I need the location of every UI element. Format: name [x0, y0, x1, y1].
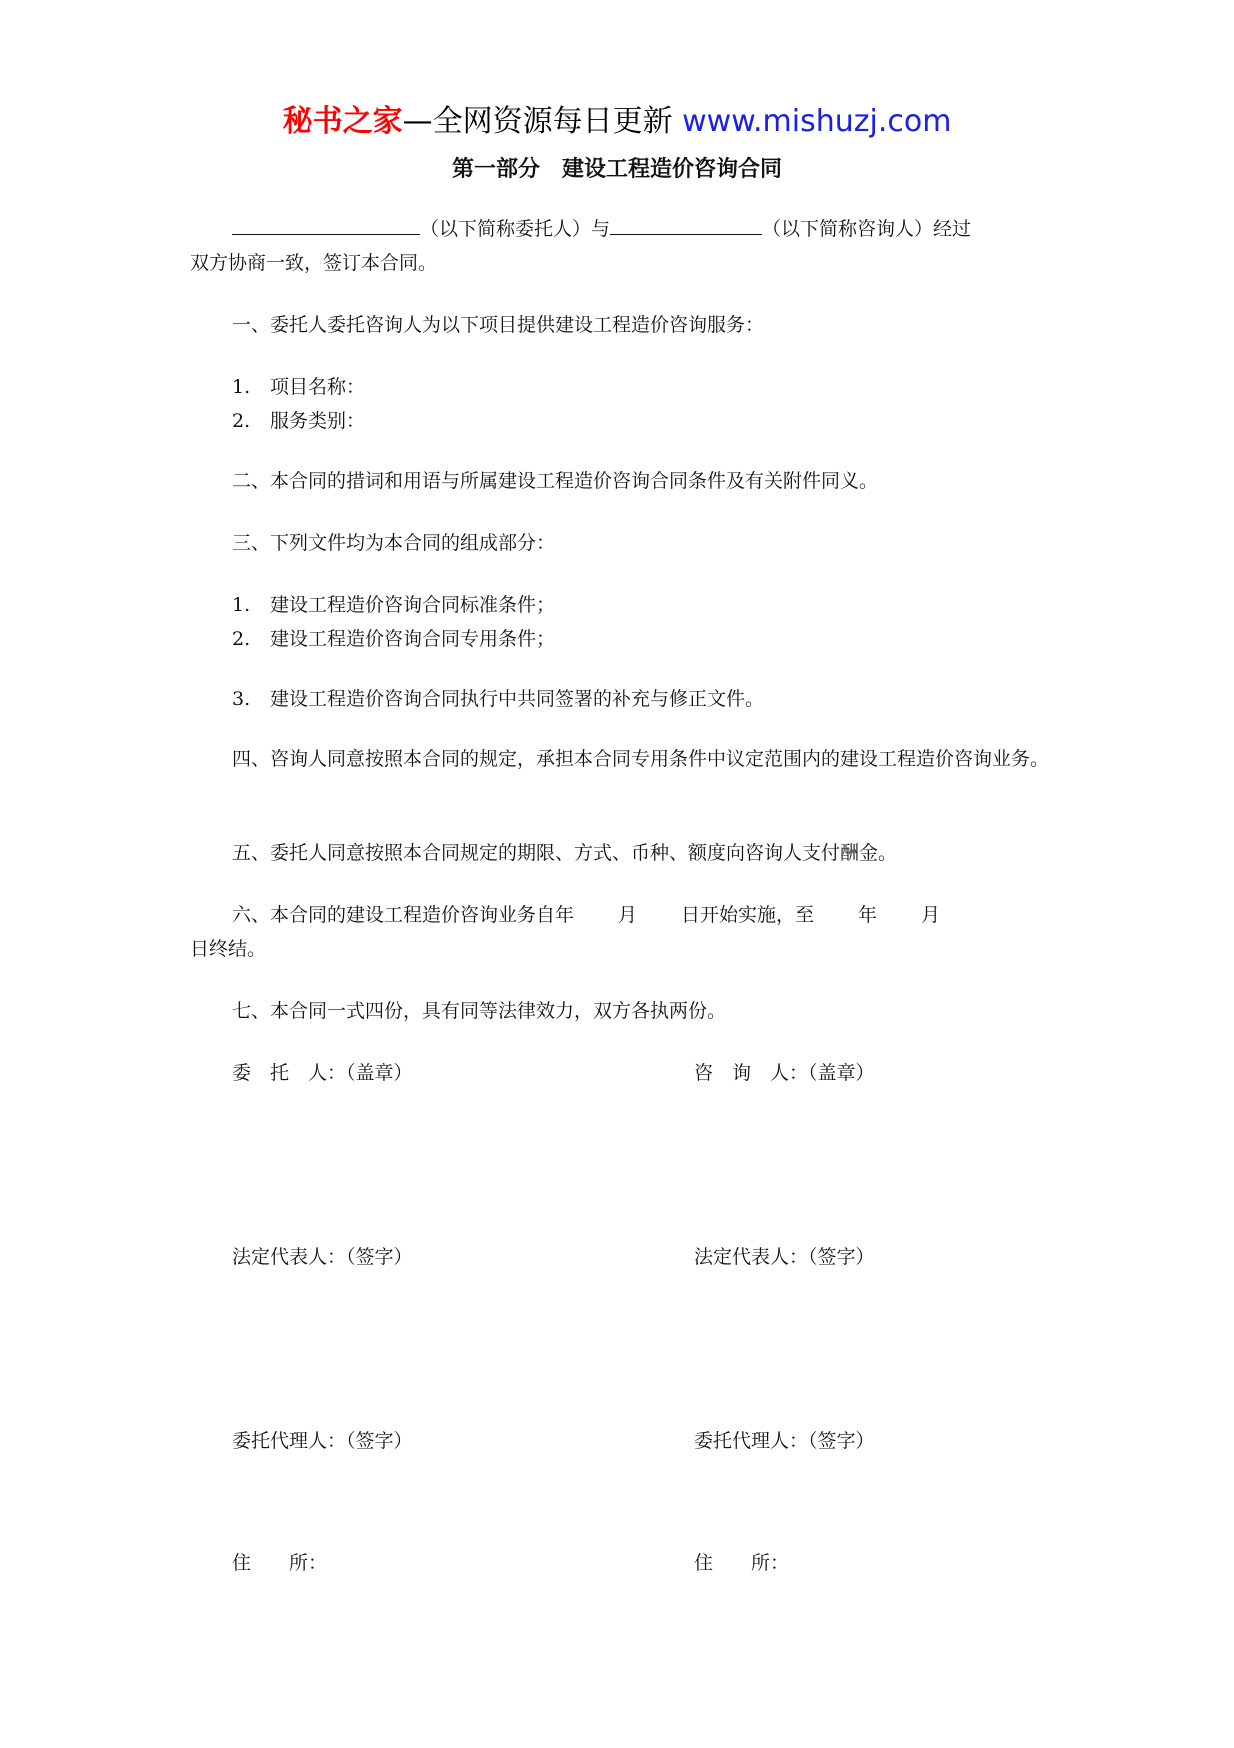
clause-7: 七、本合同一式四份，具有同等法律效力，双方各执两份。: [232, 1000, 727, 1022]
client-legal-rep-label: 法定代表人：（签字）: [232, 1246, 413, 1268]
client-address-label: 住 所：: [232, 1552, 328, 1574]
intro-text-2: （以下简称咨询人）经过: [762, 218, 972, 240]
title-name: 建设工程造价咨询合同: [562, 157, 783, 182]
title-part: 第一部分: [451, 157, 540, 182]
consultant-legal-rep-label: 法定代表人：（签字）: [694, 1246, 875, 1268]
clause-6-line-2: 日终结。: [190, 938, 267, 960]
consultant-address-label: 住 所：: [694, 1552, 790, 1574]
list-item: 3. 建设工程造价咨询合同执行中共同签署的补充与修正文件。: [232, 688, 765, 710]
list-item: 1. 建设工程造价咨询合同标准条件；: [232, 594, 556, 616]
intro-line-1: [190, 210, 1050, 246]
clause-5: 五、委托人同意按照本合同规定的期限、方式、币种、额度向咨询人支付酬金。: [232, 842, 898, 864]
brand-url-link[interactable]: www.mishuzj.com: [682, 104, 952, 139]
list-item: 2. 建设工程造价咨询合同专用条件；: [232, 628, 556, 650]
intro-line-2: 双方协商一致，签订本合同。: [190, 252, 438, 274]
consultant-name-blank: [610, 210, 762, 235]
intro-text-1: （以下简称委托人）与: [420, 218, 611, 240]
list-item: 2. 服务类别：: [232, 410, 366, 432]
clause-6-line-1: 六、本合同的建设工程造价咨询业务自年 月 日开始实施，至 年 月: [232, 904, 941, 926]
client-seal-label: 委 托 人：（盖章）: [232, 1062, 413, 1084]
clause-4: 四、咨询人同意按照本合同的规定，承担本合同专用条件中议定范围内的建设工程造价咨询业务。: [232, 748, 1050, 770]
consultant-seal-label: 咨 询 人：（盖章）: [694, 1062, 875, 1084]
clause-2: 二、本合同的措词和用语与所属建设工程造价咨询合同条件及有关附件同义。: [232, 470, 879, 492]
document-title: [0, 154, 1234, 186]
list-item: 1. 项目名称：: [232, 376, 366, 398]
consultant-agent-label: 委托代理人：（签字）: [694, 1430, 875, 1452]
brand-slogan: —全网资源每日更新: [402, 104, 683, 139]
site-banner: [0, 100, 1234, 144]
clause-1: 一、委托人委托咨询人为以下项目提供建设工程造价咨询服务：: [232, 314, 765, 336]
clause-3: 三、下列文件均为本合同的组成部分：: [232, 532, 556, 554]
client-agent-label: 委托代理人：（签字）: [232, 1430, 413, 1452]
brand-name: 秘书之家: [282, 104, 403, 139]
client-name-blank: [232, 210, 420, 235]
